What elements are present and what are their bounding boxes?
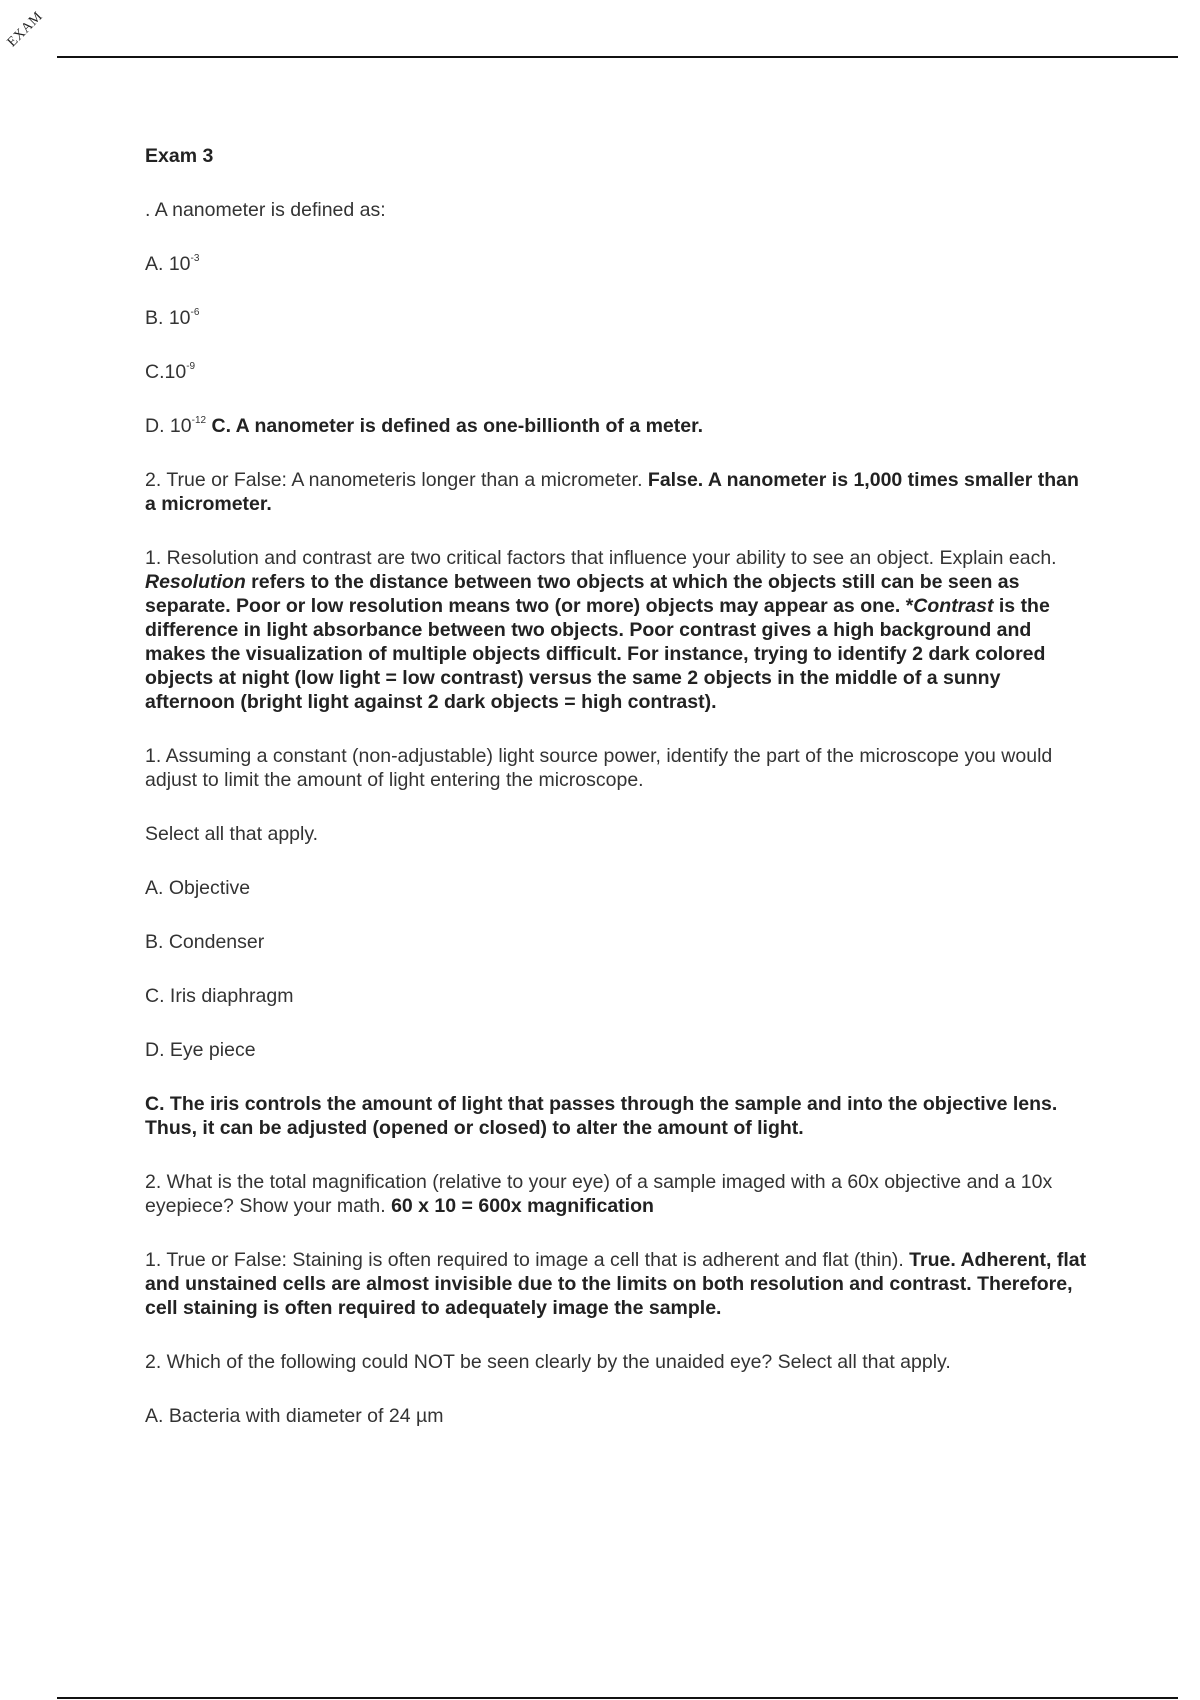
q4-stem: 1. Assuming a constant (non-adjustable) light source power, identify the part of the microscope you would adjust to limit the amount of light entering the microscope. [145,745,1053,791]
q3 [145,546,1095,714]
q2 [145,468,1095,516]
q6 [145,1248,1095,1320]
q2-stem: 2. True or False: A nanometeris longer than a micrometer. [145,469,648,491]
exam-watermark: EXAM [4,9,46,51]
q1-option-a: A. $10^{-3}$ [145,253,200,275]
q1-option-c: $C.10^{-9}$ [145,361,196,383]
q6-answer: True. Adherent, flat and unstained cells are almost invisible due to the limits on both resolution and contrast. Therefore, cell staining is often required to adequately image the sample. [145,1249,1087,1319]
q5 [145,1170,1095,1218]
document-body [145,144,1095,1458]
q1-option-b: B. $10^{-6}$ [145,307,200,329]
q6-stem: 1. True or False: Staining is often required to image a cell that is adherent and flat (thin). [145,1249,910,1271]
page-title: Exam 3 [145,145,214,167]
q4-option-a: A. Objective [145,877,251,899]
footer-rule [57,1697,1178,1699]
q4-option-c: C. Iris diaphragm [145,985,294,1007]
q4-option-b: B. Condenser [145,931,265,953]
q1-option-d: D. $10^{-12}$ C. A nanometer is defined as one-billionth of a meter. [145,415,704,437]
q5-answer: 60 x 10 = 600x magnification [391,1195,654,1217]
q3-answer: Resolution refers to the distance between two objects at which the objects still can be seen as separate. Poor or low resolution means two (or more) objects may appear as one. *Contrast is the difference in light absorbance between two objects. Poor contrast gives a high background and makes the visualization of multiple objects difficult. For instance, trying to identify 2 dark colored objects at night (low light = low contrast) versus the same 2 objects in the middle of a sunny afternoon (bright light against 2 dark objects = high contrast). [145,571,1050,713]
q5-stem: 2. What is the total magnification (relative to your eye) of a sample imaged with a 60x objective and a 10x eyepiece? Show your math. [145,1171,1053,1217]
q7-stem: 2. Which of the following could NOT be seen clearly by the unaided eye? Select all that apply. [145,1351,951,1373]
header-rule [57,56,1178,58]
q4-answer: C. The iris controls the amount of light that passes through the sample and into the objective lens. Thus, it can be adjusted (opened or closed) to alter the amount of light. [145,1093,1058,1139]
q1-answer: C. A nanometer is defined as one-billionth of a meter. [211,415,704,437]
q3-stem: 1. Resolution and contrast are two critical factors that influence your ability to see an object. Explain each. [145,547,1057,569]
q7-option-a: A. Bacteria with diameter of 24 µm [145,1405,444,1427]
q4-option-d: D. Eye piece [145,1039,256,1061]
q2-answer: False. A nanometer is 1,000 times smaller than a micrometer. [145,469,1079,515]
q1-stem: . A nanometer is defined as: [145,199,386,221]
q4-instruction: Select all that apply. [145,823,319,845]
